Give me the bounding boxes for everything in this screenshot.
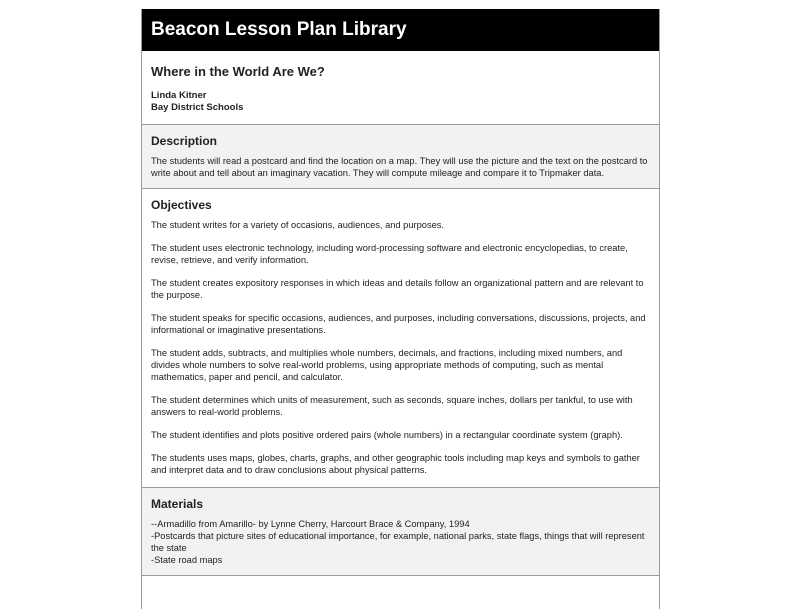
lesson-header	[142, 51, 659, 125]
lesson-title: Where in the World Are We?	[151, 64, 325, 79]
description-section	[142, 125, 659, 189]
material-item: --Armadillo from Amarillo- by Lynne Cherry, Harcourt Brace & Company, 1994	[151, 519, 470, 529]
objective-item: The student writes for a variety of occasions, audiences, and purposes.	[151, 220, 445, 230]
objective-item: The student adds, subtracts, and multiplies whole numbers, decimals, and fractions, including mixed numbers, and divides whole numbers to solve real-world problems, using appropriate methods of computing, such as mental mathematics, paper and pencil, and calculator.	[151, 348, 623, 382]
objectives-section	[142, 189, 659, 488]
materials-heading: Materials	[151, 497, 204, 511]
objective-item: The student speaks for specific occasions, audiences, and purposes, including conversations, discussions, projects, and informational or imaginative presentations.	[151, 313, 646, 335]
objective-item: The student determines which units of measurement, such as seconds, square inches, dollars per tankful, to use with answers to real-world problems.	[151, 395, 633, 417]
site-banner	[142, 9, 659, 51]
materials-section	[142, 488, 659, 576]
description-heading: Description	[151, 134, 218, 148]
objective-item: The student uses electronic technology, including word-processing software and electronic encyclopedias, to create, revise, retrieve, and verify information.	[151, 243, 628, 265]
material-item: -Postcards that picture sites of educational importance, for example, national parks, state flags, things that will represent the state	[151, 531, 645, 553]
objective-item: The student creates expository responses in which ideas and details follow an organizational pattern and are relevant to the purpose.	[151, 278, 644, 300]
description-text: The students will read a postcard and find the location on a map. They will use the picture and the text on the postcard to write about and tell about an imaginary vacation. They will compute mileage and compare it to Tripmaker data.	[151, 156, 648, 178]
lesson-page	[141, 9, 660, 609]
school-name: Bay District Schools	[151, 102, 244, 113]
objective-item: The student identifies and plots positive ordered pairs (whole numbers) in a rectangular coordinate system (graph).	[151, 430, 623, 440]
material-item: -State road maps	[151, 555, 223, 565]
objectives-heading: Objectives	[151, 198, 212, 212]
site-title: Beacon Lesson Plan Library	[151, 19, 407, 40]
objective-item: The students uses maps, globes, charts, graphs, and other geographic tools including map keys and symbols to gather and interpret data and to draw conclusions about physical patterns.	[151, 453, 640, 475]
author-name: Linda Kitner	[151, 90, 207, 101]
